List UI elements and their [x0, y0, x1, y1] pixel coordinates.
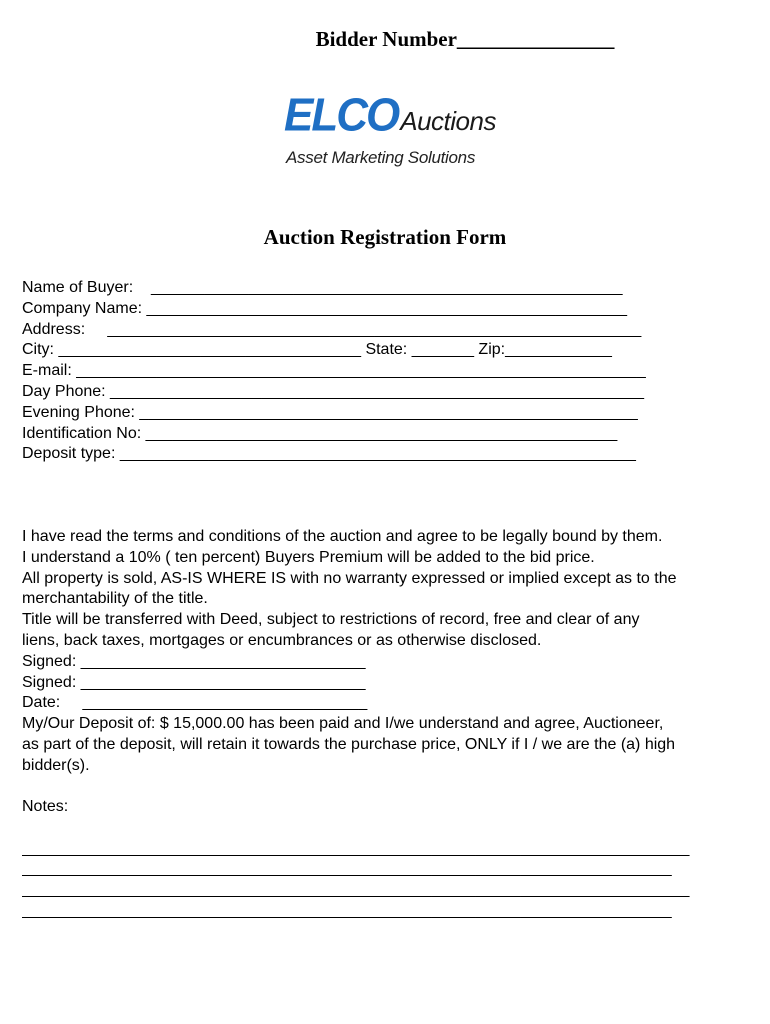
field-name-of-buyer[interactable]: Name of Buyer: _____________________________________________________: [22, 279, 623, 296]
field-identification-no[interactable]: Identification No: _____________________________________________________: [22, 424, 618, 442]
field-city-state-zip[interactable]: City: __________________________________ State: _______ Zip:____________: [22, 341, 612, 359]
deposit-statement-line: as part of the deposit, will retain it towards the purchase price, ONLY if I / we are the (a) high: [22, 735, 676, 753]
elco-auctions-logo: [284, 90, 494, 180]
deposit-statement-line: My/Our Deposit of: $ 15,000.00 has been paid and I/we understand and agree, Auctioneer,: [22, 715, 664, 733]
terms-line: I understand a 10% ( ten percent) Buyers Premium will be added to the bid price.: [22, 548, 595, 566]
field-deposit-type[interactable]: Deposit type: __________________________________________________________: [22, 445, 636, 463]
terms-line: I have read the terms and conditions of the auction and agree to be legally bound by them.: [22, 528, 663, 545]
notes-line-4[interactable]: _________________________________________________________________________: [22, 901, 672, 919]
logo-tagline: Asset Marketing Solutions: [286, 148, 476, 167]
terms-line: merchantability of the title.: [22, 590, 208, 608]
logo-wordmark: [284, 90, 496, 142]
bidder-number-field[interactable]: Bidder Number_______________: [315, 27, 615, 51]
terms-line: All property is sold, AS-IS WHERE IS with no warranty expressed or implied except as to the: [22, 569, 677, 587]
form-title: Auction Registration Form: [263, 225, 507, 249]
signed-field-2[interactable]: Signed: ________________________________: [22, 673, 366, 691]
logo-auctions-text: Auctions: [400, 106, 496, 136]
notes-spacer: [22, 818, 762, 839]
terms-line: Title will be transferred with Deed, subject to restrictions of record, free and clear of any: [22, 611, 640, 629]
notes-line-2[interactable]: _________________________________________________________________________: [22, 860, 672, 878]
field-evening-phone[interactable]: Evening Phone: ________________________________________________________: [22, 403, 638, 421]
notes-line-3[interactable]: ___________________________________________________________________________: [22, 881, 690, 899]
terms-section: [22, 527, 762, 777]
field-company-name[interactable]: Company Name: ______________________________________________________: [22, 299, 628, 317]
field-email[interactable]: E-mail: ________________________________________________________________: [22, 362, 646, 380]
notes-section: [22, 797, 762, 922]
field-address[interactable]: Address: ____________________________________________________________: [22, 320, 642, 338]
field-day-phone[interactable]: Day Phone: ____________________________________________________________: [22, 382, 644, 400]
buyer-info-fields: [22, 278, 762, 465]
deposit-statement-line: bidder(s).: [22, 756, 90, 774]
date-field[interactable]: Date: ________________________________: [22, 694, 368, 712]
notes-label: Notes:: [22, 798, 69, 815]
notes-line-1[interactable]: ___________________________________________________________________________: [22, 839, 690, 857]
terms-line: liens, back taxes, mortgages or encumbrances or as otherwise disclosed.: [22, 631, 542, 649]
logo-elco-text: ELCO: [284, 89, 399, 142]
signed-field-1[interactable]: Signed: ________________________________: [22, 652, 366, 670]
